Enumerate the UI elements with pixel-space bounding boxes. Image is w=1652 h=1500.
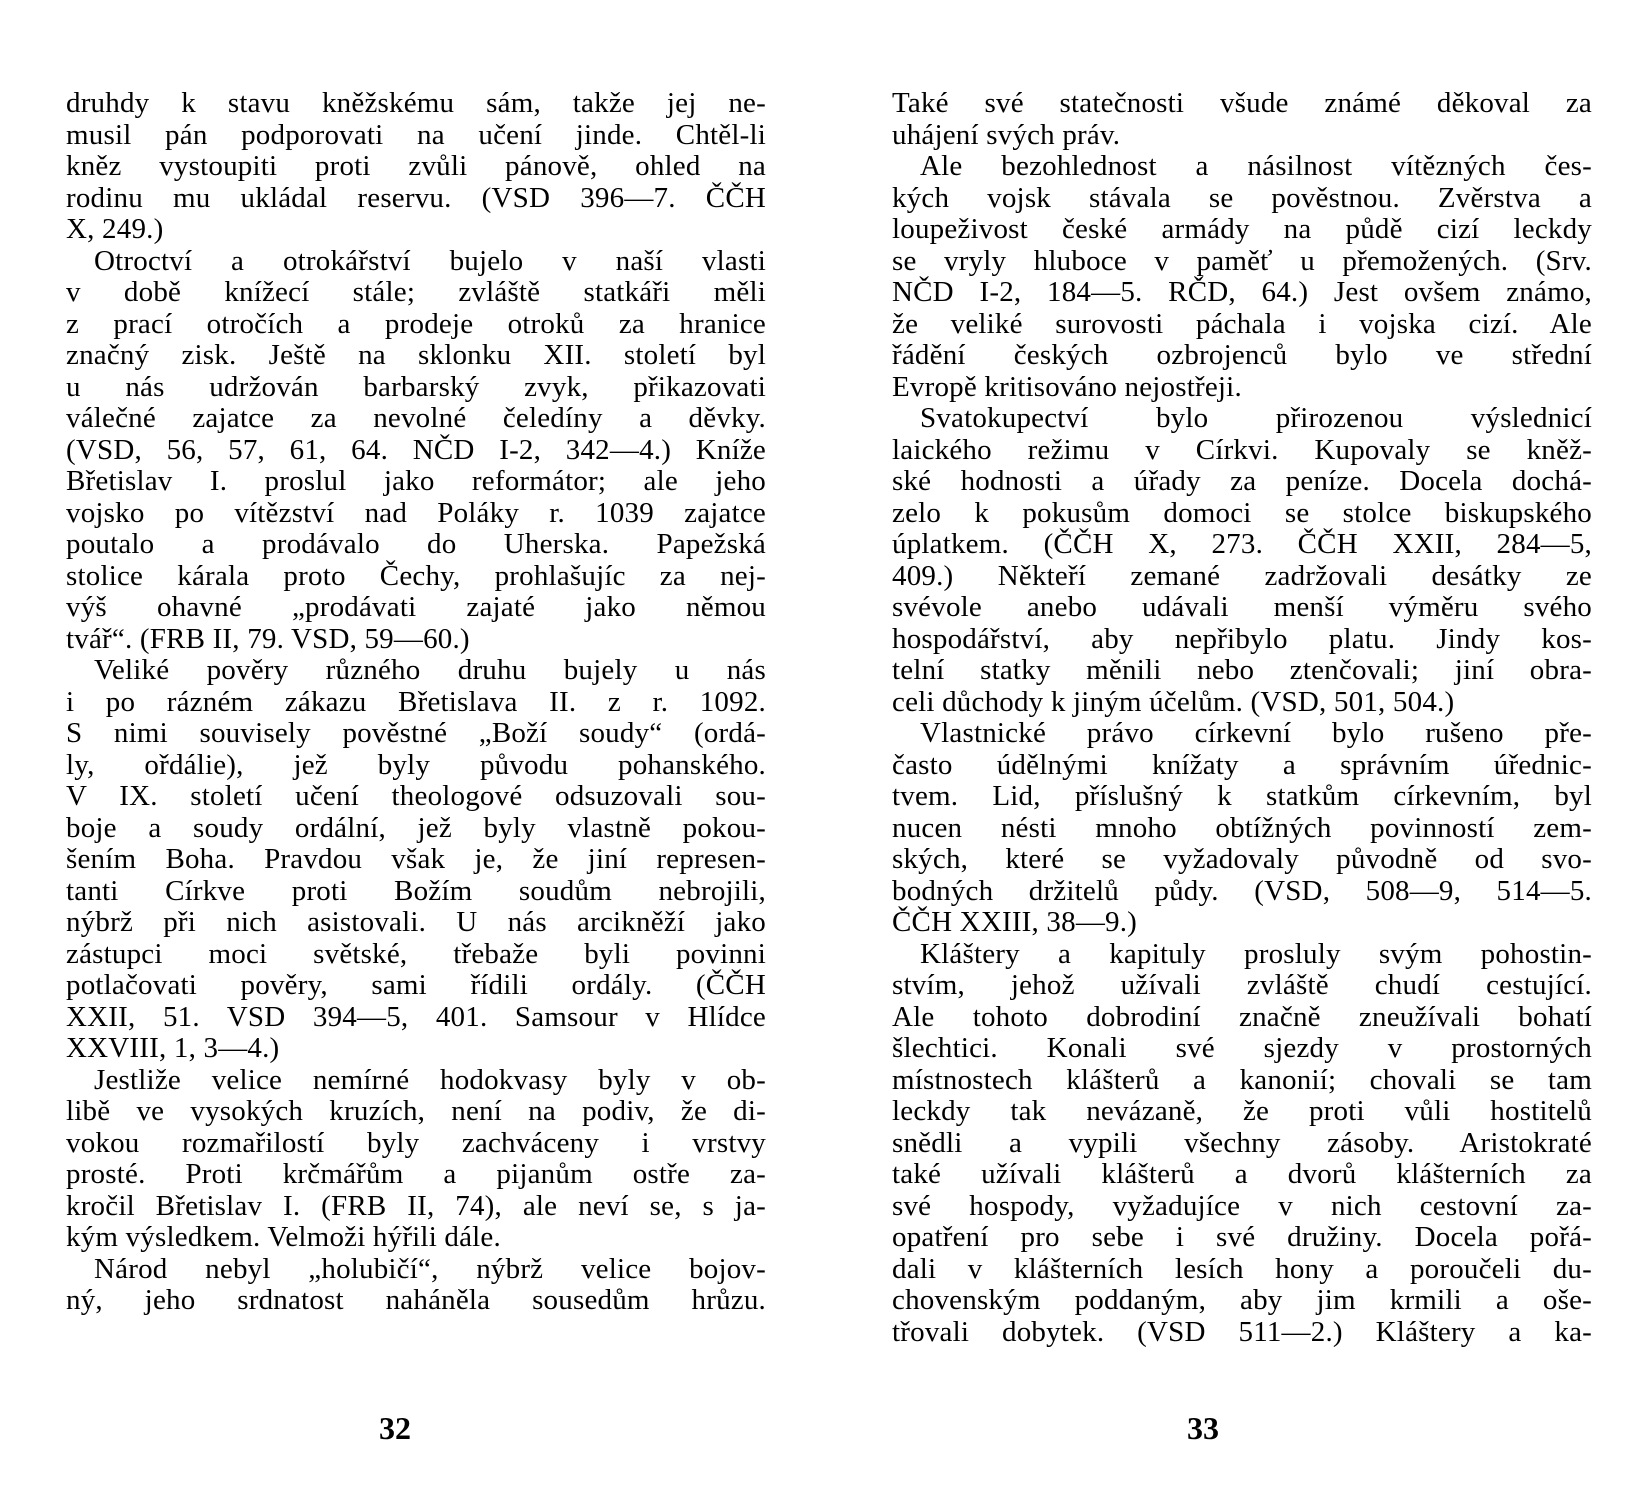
text-line: u nás udržován barbarský zvyk, přikazovati (66, 370, 766, 403)
text-line: třovali dobytek. (VSD 511—2.) Kláštery a ka- (892, 1315, 1592, 1348)
text-line: Svatokupectví bylo přirozenou výslednicí (920, 402, 1592, 434)
text-line: nucen nésti mnoho obtížných povinností zem- (892, 811, 1592, 844)
text-line: tanti Církve proti Božím soudům nebrojili, (66, 874, 766, 907)
text-line: válečné zajatce za nevolné čeledíny a děvky. (66, 402, 766, 434)
text-line: úplatkem. (ČČH X, 273. ČČH XXII, 284—5, (892, 528, 1592, 560)
text-line: dali v klášterních lesích hony a poroučeli du- (892, 1252, 1592, 1285)
text-line: ly, ořdálie), jež byly původu pohanského. (66, 748, 766, 781)
text-line: v době knížecí stále; zvláště statkáři měli (66, 276, 766, 308)
text-line: snědli a vypili všechny zásoby. Aristokraté (892, 1126, 1592, 1159)
text-line: šením Boha. Pravdou však je, že jiní represen- (66, 843, 766, 875)
text-line: potlačovati pověry, sami řídili ordály. (ČČH (66, 969, 766, 1001)
page-number: 32 (379, 1410, 411, 1446)
text-line: uhájení svých práv. (892, 118, 1121, 151)
text-line: tvář“. (FRB II, 79. VSD, 59—60.) (66, 622, 470, 655)
text-line: bodných držitelů půdy. (VSD, 508—9, 514—5. (892, 874, 1592, 907)
text-line: celi důchody k jiným účelům. (VSD, 501, 504.) (892, 685, 1455, 718)
text-line: že veliké surovosti páchala i vojska cizí. Ale (892, 307, 1592, 340)
text-line: Břetislav I. proslul jako reformátor; ale jeho (66, 465, 766, 497)
text-line: XXVIII, 1, 3—4.) (66, 1032, 280, 1064)
text-line: tvem. Lid, příslušný k statkům církevním, byl (892, 780, 1592, 812)
text-line: často údělnými knížaty a správním úřednic- (892, 748, 1592, 781)
text-line: opatření pro sebe i své družiny. Docela pořá- (892, 1221, 1592, 1253)
text-line: místnostech klášterů a kanonií; chovali se tam (892, 1063, 1592, 1096)
text-line: zástupci moci světské, třebaže byli povinni (66, 937, 766, 970)
text-line: ČČH XXIII, 38—9.) (892, 906, 1138, 938)
text-line: nýbrž při nich asistovali. U nás arcikněží jako (66, 906, 766, 938)
text-line: Také své statečnosti všude známé děkoval za (892, 87, 1592, 119)
text-line: Vlastnické právo církevní bylo rušeno pře- (920, 717, 1592, 749)
left-page-text (66, 88, 766, 1317)
text-line: laického režimu v Církvi. Kupovaly se kněž- (892, 433, 1592, 466)
text-line: Veliké pověry různého druhu bujely u nás (94, 654, 766, 686)
text-line: Otroctví a otrokářství bujelo v naší vlasti (94, 244, 766, 277)
text-line: musil pán podporovati na učení jinde. Chtěl-li (66, 118, 766, 151)
text-line: kročil Břetislav I. (FRB II, 74), ale neví se, s ja- (66, 1189, 766, 1222)
text-line: Ale bezohlednost a násilnost vítězných čes- (920, 150, 1592, 182)
text-line: zelo k pokusům domoci se stolce biskupského (892, 496, 1592, 529)
text-line: (VSD, 56, 57, 61, 64. NČD I-2, 342—4.) Kníže (66, 433, 766, 466)
text-line: i po rázném zákazu Břetislava II. z r. 1092. (66, 685, 766, 718)
text-line: šlechtici. Konali své sjezdy v prostorných (892, 1032, 1592, 1064)
text-line: V IX. století učení theologové odsuzovali sou- (66, 780, 766, 812)
text-line: Evropě kritisováno nejostřeji. (892, 370, 1242, 403)
text-line: ské hodnosti a úřady za peníze. Docela dochá- (892, 465, 1592, 497)
page-number: 33 (1187, 1410, 1219, 1446)
text-line: NČD I-2, 184—5. RČD, 64.) Jest ovšem známo, (892, 276, 1592, 308)
text-line: z prací otročích a prodeje otroků za hranice (66, 307, 766, 340)
text-line: hospodářství, aby nepřibylo platu. Jindy kos- (892, 622, 1592, 655)
text-line: prosté. Proti krčmářům a pijanům ostře za- (66, 1158, 766, 1190)
text-line: chovenským poddaným, aby jim krmili a oše- (892, 1284, 1592, 1316)
text-line: stvím, jehož užívali zvláště chudí cestující. (892, 969, 1592, 1001)
text-line: X, 249.) (66, 213, 164, 245)
text-line: vokou rozmařilostí byly zachváceny i vrstvy (66, 1126, 766, 1159)
text-line: poutalo a prodávalo do Uherska. Papežská (66, 528, 766, 560)
text-line: XXII, 51. VSD 394—5, 401. Samsour v Hlídce (66, 1000, 766, 1033)
text-line: stolice kárala proto Čechy, prohlašujíc za nej- (66, 559, 766, 592)
text-line: ských, které se vyžadovaly původně od svo- (892, 843, 1592, 875)
text-line: boje a soudy ordální, jež byly vlastně pokou- (66, 811, 766, 844)
text-line: také užívali klášterů a dvorů klášterních za (892, 1158, 1592, 1190)
text-line: ný, jeho srdnatost naháněla sousedům hrůzu. (66, 1284, 766, 1316)
text-line: Ale tohoto dobrodiní značně zneužívali bohatí (892, 1000, 1592, 1033)
text-line: rodinu mu ukládal reservu. (VSD 396—7. ČČH (66, 181, 766, 214)
text-line: Jestliže velice nemírné hodokvasy byly v ob- (94, 1063, 766, 1096)
text-line: Národ nebyl „holubičí“, nýbrž velice bojov- (94, 1252, 766, 1285)
text-line: svévole anebo udávali menší výměru svého (892, 591, 1592, 623)
text-line: se vryly hluboce v paměť u přemožených. (Srv. (892, 244, 1592, 277)
text-line: kněz vystoupiti proti zvůli pánově, ohled na (66, 150, 766, 182)
text-line: druhdy k stavu kněžskému sám, takže jej ne- (66, 87, 766, 119)
text-line: značný zisk. Ještě na sklonku XII. století byl (66, 339, 766, 371)
text-line: loupeživost české armády na půdě cizí leckdy (892, 213, 1592, 245)
text-line: libě ve vysokých kruzích, není na podiv, že di- (66, 1095, 766, 1127)
text-line: Kláštery a kapituly prosluly svým pohostin- (920, 937, 1592, 970)
text-line: 409.) Někteří zemané zadržovali desátky ze (892, 559, 1592, 592)
right-page-text (892, 88, 1592, 1348)
text-line: S nimi souvisely pověstné „Boží soudy“ (ordá- (66, 717, 766, 749)
text-line: své hospody, vyžadujíce v nich cestovní za- (892, 1189, 1592, 1222)
text-line: vojsko po vítězství nad Poláky r. 1039 zajatce (66, 496, 766, 529)
text-line: kých vojsk stávala se pověstnou. Zvěrstva a (892, 181, 1592, 214)
right-page (826, 0, 1652, 1500)
text-line: výš ohavné „prodávati zajaté jako němou (66, 591, 766, 623)
text-line: kým výsledkem. Velmoži hýřili dále. (66, 1221, 501, 1253)
text-line: řádění českých ozbrojenců bylo ve střední (892, 339, 1592, 371)
text-line: leckdy tak nevázaně, že proti vůli hostitelů (892, 1095, 1592, 1127)
text-line: telní statky měnili nebo ztenčovali; jiní obra- (892, 654, 1592, 686)
